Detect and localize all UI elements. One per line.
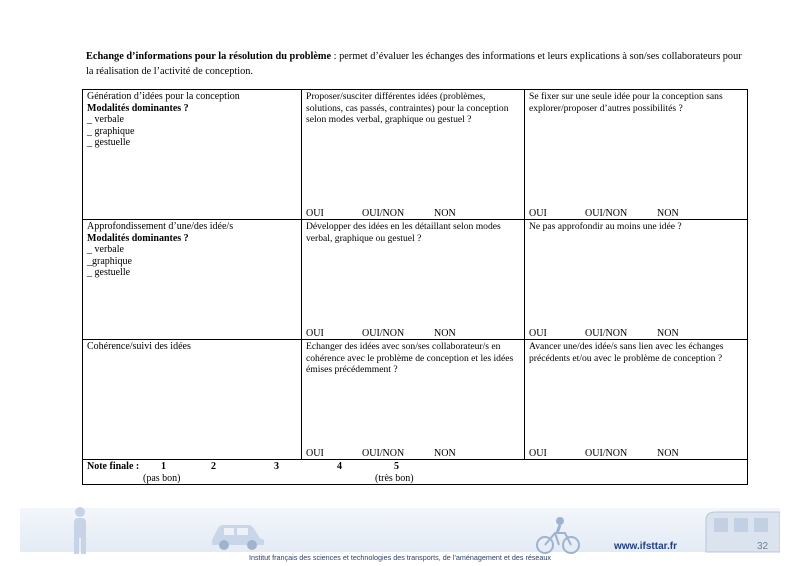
negative-behavior-text: Ne pas approfondir au moins une idée ? xyxy=(529,221,682,232)
score-high-note: (très bon) xyxy=(375,473,414,484)
modality-item: _ graphique xyxy=(87,125,135,137)
option-oui[interactable]: OUI xyxy=(529,327,547,339)
negative-behavior-cell xyxy=(525,340,748,460)
answer-options xyxy=(529,208,679,220)
table-row xyxy=(83,340,748,460)
score-option[interactable]: 3 xyxy=(274,461,279,472)
negative-behavior-cell xyxy=(525,90,748,220)
criterion-subtitle: Modalités dominantes ? xyxy=(87,232,189,244)
option-non[interactable]: NON xyxy=(657,447,679,459)
option-non[interactable]: NON xyxy=(434,447,456,459)
evaluation-grid xyxy=(82,89,748,485)
table-row xyxy=(83,90,748,220)
positive-behavior-text: Echanger des idées avec son/ses collaborateur/s en cohérence avec le problème de conception et les idées émises précédemment ? xyxy=(306,341,514,375)
option-oui-non[interactable]: OUI/NON xyxy=(362,447,405,459)
positive-behavior-cell xyxy=(302,340,525,460)
option-non[interactable]: NON xyxy=(434,327,456,339)
bicycle-icon xyxy=(535,515,581,555)
modality-item: _ gestuelle xyxy=(87,137,131,148)
page-number: 32 xyxy=(757,541,769,552)
website-link[interactable]: www.ifsttar.fr xyxy=(614,541,677,552)
pedestrian-icon xyxy=(60,506,100,554)
intro-title: Echange d’informations pour la résolution du problème xyxy=(86,51,332,62)
option-oui[interactable]: OUI xyxy=(306,327,324,339)
option-non[interactable]: NON xyxy=(657,207,679,219)
option-oui[interactable]: OUI xyxy=(529,207,547,219)
score-option[interactable]: 5 xyxy=(394,461,399,472)
answer-options xyxy=(306,328,456,340)
criterion-cell xyxy=(83,340,302,460)
criterion-cell xyxy=(83,220,302,340)
negative-behavior-text: Avancer une/des idée/s sans lien avec les échanges précédents et/ou avec le problème de conception ? xyxy=(529,341,724,364)
criterion-cell xyxy=(83,90,302,220)
option-oui[interactable]: OUI xyxy=(306,447,324,459)
score-option[interactable]: 4 xyxy=(337,461,342,472)
criterion-subtitle: Modalités dominantes ? xyxy=(87,102,189,114)
option-oui-non[interactable]: OUI/NON xyxy=(362,207,405,219)
option-non[interactable]: NON xyxy=(434,207,456,219)
positive-behavior-text: Proposer/susciter différentes idées (problèmes, solutions, cas passés, contraintes) pour la conception selon modes verbal, graphique ou gestuel ? xyxy=(306,91,509,125)
option-non[interactable]: NON xyxy=(657,327,679,339)
final-score-row xyxy=(83,460,748,485)
option-oui-non[interactable]: OUI/NON xyxy=(585,207,628,219)
final-score-label: Note finale : xyxy=(87,461,140,472)
intro-paragraph xyxy=(86,49,746,79)
option-oui-non[interactable]: OUI/NON xyxy=(362,327,405,339)
modality-item: _ gestuelle xyxy=(87,267,131,278)
option-oui-non[interactable]: OUI/NON xyxy=(585,447,628,459)
table-row xyxy=(83,220,748,340)
criterion-title: Approfondissement d’une/des idée/s xyxy=(87,221,234,232)
criterion-title: Génération d’idées pour la conception xyxy=(87,91,240,102)
institute-name: Institut français des sciences et technologies des transports, de l’aménagement et des réseaux xyxy=(248,553,552,562)
car-icon xyxy=(208,520,268,550)
modality-item: _ verbale xyxy=(87,114,124,125)
option-oui-non[interactable]: OUI/NON xyxy=(585,327,628,339)
negative-behavior-cell xyxy=(525,220,748,340)
final-score-cell xyxy=(83,460,748,485)
score-option[interactable]: 2 xyxy=(211,461,216,472)
positive-behavior-cell xyxy=(302,220,525,340)
answer-options xyxy=(306,208,456,220)
answer-options xyxy=(529,328,679,340)
positive-behavior-cell xyxy=(302,90,525,220)
criterion-title: Cohérence/suivi des idées xyxy=(87,341,191,352)
negative-behavior-text: Se fixer sur une seule idée pour la conception sans explorer/proposer d’autres possibilités ? xyxy=(529,91,723,114)
modality-item: _graphique xyxy=(87,255,132,267)
positive-behavior-text: Développer des idées en les détaillant selon modes verbal, graphique ou gestuel ? xyxy=(306,221,501,244)
option-oui[interactable]: OUI xyxy=(529,447,547,459)
option-oui[interactable]: OUI xyxy=(306,207,324,219)
answer-options xyxy=(306,448,456,460)
intro-text: : permet d’évaluer les échanges des informations et leurs explications à son/ses collaborateurs pour la réalisation de l’activité de conception. xyxy=(86,51,742,77)
score-low-note: (pas bon) xyxy=(143,473,181,484)
score-option[interactable]: 1 xyxy=(161,461,166,472)
answer-options xyxy=(529,448,679,460)
modality-item: _ verbale xyxy=(87,244,124,255)
